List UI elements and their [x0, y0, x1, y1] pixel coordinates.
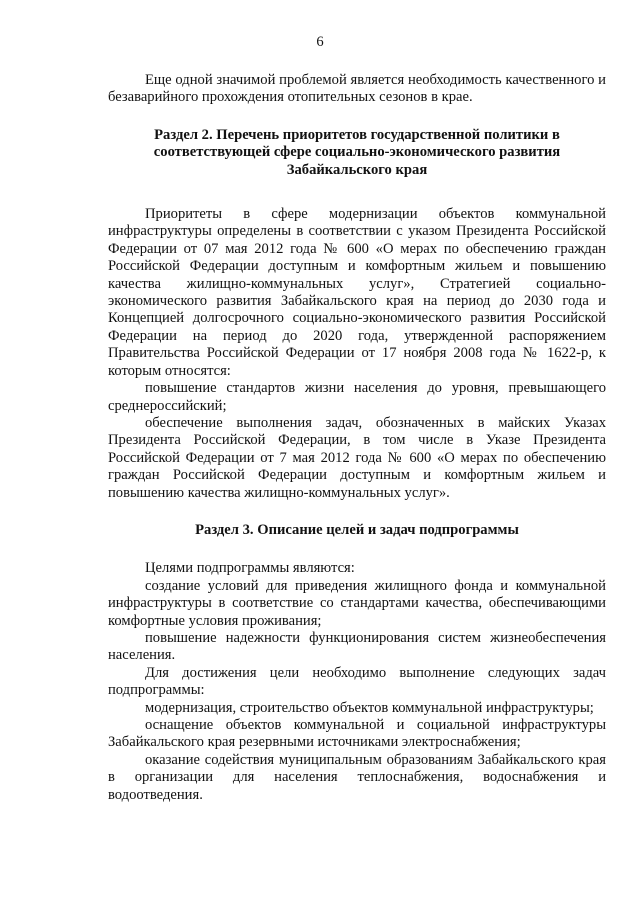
section-3-paragraph: Целями подпрограммы являются: [145, 560, 355, 577]
section-3-paragraph: оснащение объектов коммунальной и социальной инфраструктуры Забайкальского края резервными источниками электроснабжения; [108, 717, 606, 751]
section-3-paragraph: повышение надежности функционирования систем жизнеобеспечения населения. [108, 629, 606, 664]
section-3-body [108, 560, 606, 804]
section-2-title: Раздел 2. Перечень приоритетов государственной политики в соответствующей сфере социально-экономического развития Забайкальского края [153, 126, 561, 178]
section-3-paragraph: создание условий для приведения жилищного фонда и коммунальной инфраструктуры в соответствие со стандартами качества, обеспечивающими комфортные условия проживания; [108, 577, 606, 629]
section-3-paragraph: оказание содействия муниципальным образованиям Забайкальского края в организации для населения теплоснабжения, водоснабжения и водоотведения. [108, 751, 606, 803]
page-content [108, 72, 606, 804]
section-3-paragraph: Для достижения цели необходимо выполнение следующих задач подпрограммы: [108, 664, 606, 699]
section-2-paragraph: Приоритеты в сфере модернизации объектов коммунальной инфраструктуры определены в соответствии с указом Президента Российской Федерации от 07 мая 2012 года № 600 «О мерах по обеспечению граждан Российской Федерации доступным и комфортным жильем и повышению качества жилищно-коммунальных услуг», Стратегией социально-экономического развития Забайкальского края на период до 2030 года и Концепцией долгосрочного социально-экономического развития Российской Федерации на период до 2020 года, утвержденной распоряжением Правительства Российской Федерации от 17 ноября 2008 года № 1622-р, к которым относятся: [108, 206, 606, 379]
section-2-paragraph: повышение стандартов жизни населения до уровня, превышающего среднероссийский; [108, 380, 606, 414]
section-2-paragraph: обеспечение выполнения задач, обозначенных в майских Указах Президента Российской Федерации, в том числе в Указе Президента Российской Федерации от 7 мая 2012 года № 600 «О мерах по обеспечению граждан Российской Федерации доступным и комфортным жильем и повышению качества жилищно-коммунальных услуг». [108, 414, 606, 501]
section-2-body [108, 206, 606, 502]
page-number: 6 [316, 34, 324, 50]
intro-paragraph: Еще одной значимой проблемой является необходимость качественного и безаварийного прохождения отопительных сезонов в крае. [108, 72, 606, 106]
section-3-paragraph: модернизация, строительство объектов коммунальной инфраструктуры; [145, 699, 594, 716]
section-3-title: Раздел 3. Описание целей и задач подпрограммы [195, 521, 519, 538]
